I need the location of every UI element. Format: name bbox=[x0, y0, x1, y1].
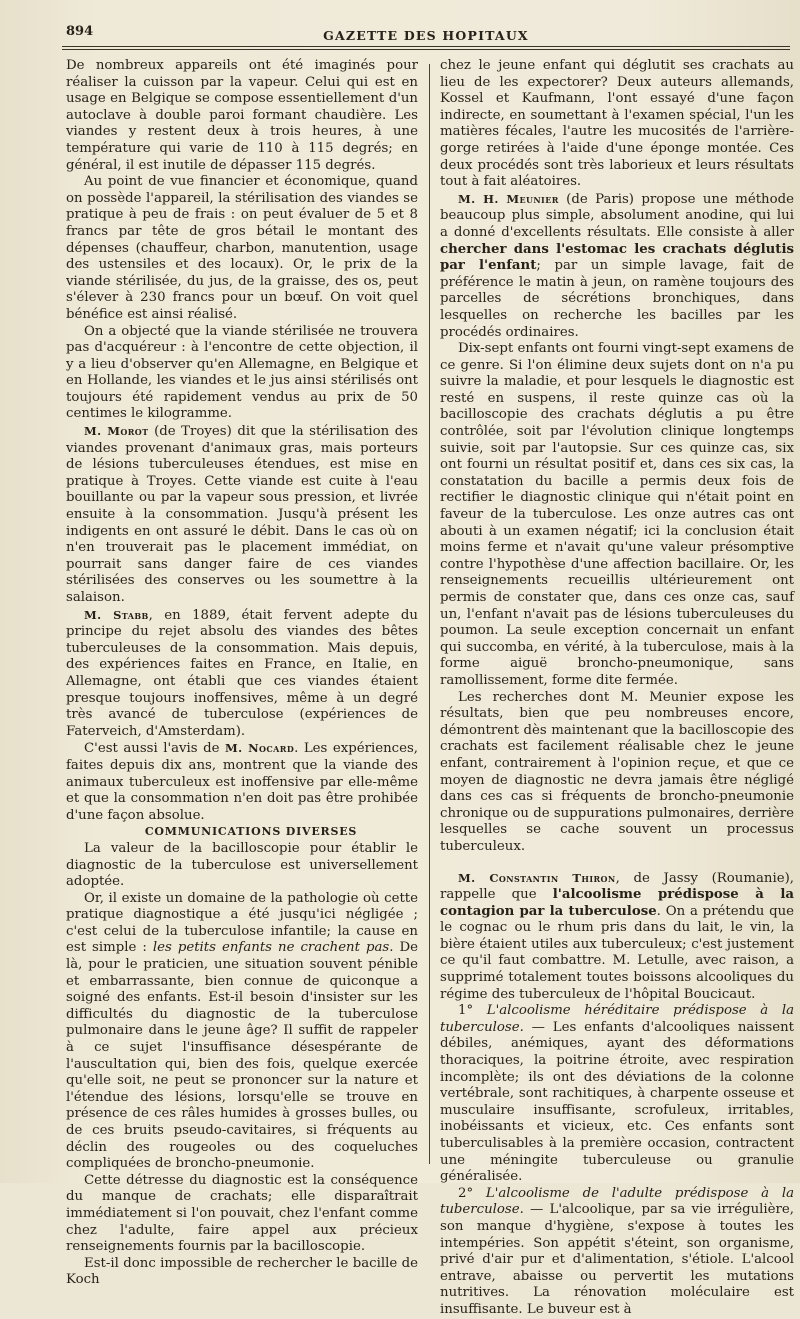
paragraph: Les recherches dont M. Meunier expose les résultats, bien que peu nombreuses encore, démontrent dès maintenant que la bacilloscopie des crachats est facilement réalisable chez le jeune enfant, contrairement à l'opinion reçue, et que ce moyen de diagnostic ne devra jamais être négligé dans ces cas si fréquents de broncho-pneumonie chronique ou de suppurations pulmonaires, derrière lesquelles se cache souvent un processus tuberculeux. bbox=[440, 689, 794, 854]
paragraph bbox=[440, 191, 794, 341]
italic-phrase: L'alcoolisme de l'adulte prédispose à la tuberculose. bbox=[440, 1185, 794, 1218]
paragraph: Dix-sept enfants ont fourni vingt-sept examens de ce genre. Si l'on élimine deux sujets dont on n'a pu suivre la maladie, et pour lesquels le diagnostic est resté en suspens, il reste quinze cas où la bacilloscopie des crachats déglutis a pu être contrôlée, soit par l'évolution clinique longtemps suivie, soit par l'autopsie. Sur ces quinze cas, six ont fourni un résultat positif et, dans ces six cas, la constatation du bacille a permis deux fois de rectifier le diagnostic clinique qui n'était point en faveur de la tuberculose. Les onze autres cas ont abouti à un examen négatif; ici la conclusion était moins ferme et n'avait qu'une valeur présomptive contre l'hypothèse d'une affection bacillaire. Or, les renseignements recueillis ultérieurement ont permis de constater que, dans ces onze cas, sauf un, l'enfant n'avait pas de lésions tuberculeuses du poumon. La seule exception concernait un enfant qui succomba, en vérité, à la tuberculose, mais à la forme aiguë broncho-pneumonique, sans ramollissement, forme dite fermée. bbox=[440, 341, 794, 688]
italic-phrase: les petits enfants ne crachent pas bbox=[152, 940, 390, 956]
speaker-name: M. Stabb bbox=[84, 607, 149, 622]
paragraph: Cette détresse du diagnostic est la conséquence du manque de crachats; elle disparaîtrait immédiatement si l'on pouvait, chez l'enfant comme chez l'adulte, faire appel aux précieux renseignements fournis par la bacilloscopie. bbox=[66, 1172, 418, 1255]
paragraph-text: C'est aussi l'avis de bbox=[84, 741, 225, 757]
paragraph bbox=[66, 423, 418, 607]
speaker-name: M. Morot bbox=[84, 424, 149, 439]
paragraph: De nombreux appareils ont été imaginés pour réaliser la cuisson par la vapeur. Celui qui est en usage en Belgique se compose essentiellement d'un autoclave à double paroi formant chaudière. Les viandes y restent deux à trois heures, à une température qui varie de 110 à 115 degrés; en général, il est inutile de dépasser 115 degrés. bbox=[66, 58, 418, 173]
left-column bbox=[66, 58, 418, 1289]
header-rule-thin bbox=[62, 49, 790, 50]
paragraph: On a objecté que la viande stérilisée ne trouvera pas d'acquéreur : à l'encontre de cette objection, il y a lieu d'observer qu'en Allemagne, en Belgique et en Hollande, les viandes et le jus ainsi stérilisés ont toujours été rapidement vendus au prix de 50 centimes le kilogramme. bbox=[66, 323, 418, 422]
speaker-name: M. Constantin Thiron bbox=[458, 870, 616, 885]
right-column bbox=[440, 58, 794, 1319]
paragraph bbox=[66, 891, 418, 1173]
list-number: 1° bbox=[458, 1003, 487, 1019]
bold-phrase: l'alcoolisme prédispose à la contagion par la tuberculose bbox=[440, 887, 794, 919]
column-divider bbox=[429, 64, 430, 1164]
paragraph-text: , de Jassy (Roumanie), rappelle que bbox=[440, 870, 794, 903]
paragraph-text: Or, il existe un domaine de la pathologie où cette pratique diagnostique a été jusqu'ici négligée ; c'est celui de la tuberculose infantile; la cause en est simple : bbox=[66, 890, 418, 956]
paragraph-text: — L'alcoolique, par sa vie irrégulière, son manque d'hygiène, s'expose à toutes les intempéries. Son appétit s'éteint, son organisme, privé d'air pur et d'alimentation, s'étiole. L'alcool entrave, abaisse ou pervertit les mutations nutritives. La rénovation moléculaire est insuffisante. Le buveur est à bbox=[440, 1202, 794, 1317]
section-heading: COMMUNICATIONS DIVERSES bbox=[144, 825, 358, 839]
header-rule bbox=[62, 46, 790, 47]
italic-phrase: L'alcoolisme héréditaire prédispose à la tuberculose. bbox=[440, 1003, 795, 1035]
paragraph bbox=[66, 740, 418, 824]
paragraph-text: . Les expériences, faites depuis dix ans, montrent que la viande des animaux tuberculeux est inoffensive par elle-même et que la consommation n'en doit pas être prohibée d'une façon absolue. bbox=[66, 741, 418, 823]
speaker-name: M. Nocard bbox=[224, 741, 295, 756]
paragraph: La valeur de la bacilloscopie pour établir le diagnostic de la tuberculose est universellement adoptée. bbox=[66, 840, 418, 890]
paragraph-text: . On a prétendu que le cognac ou le rhum pris dans du lait, le vin, la bière étaient utiles aux tuberculeux; c'est justement ce qu'il faut combattre. M. Letulle, avec raison, a supprimé totalement toutes boissons alcooliques du régime des tuberculeux de l'hôpital Boucicaut. bbox=[440, 903, 795, 1002]
paragraph-text: (de Troyes) dit que la stérilisation des viandes provenant d'animaux gras, mais porteurs de lésions tuberculeuses étendues, est mise en pratique à Troyes. Cette viande est cuite à l'eau bouillante ou par la vapeur sous pression, et livrée ensuite à la consommation. Jusqu'à présent les indigents en ont assuré le débit. Dans le cas où on n'en trouverait pas le placement immédiat, on pourrait sans danger faire de ces viandes stérilisées des conserves ou les soumettre à la salaison. bbox=[66, 424, 418, 605]
paragraph: chez le jeune enfant qui déglutit ses crachats au lieu de les expectorer? Deux auteurs allemands, Kossel et Kaufmann, l'ont essayé d'une façon indirecte, en soumettant à l'examen spécial, l'un les matières fécales, l'autre les mucosités de l'arrière-gorge retirées à l'aide d'une éponge montée. Ces deux procédés sont très laborieux et leurs résultats tout à fait aléatoires. bbox=[440, 58, 794, 190]
bold-phrase: chercher dans l'estomac les crachats déglutis par l'enfant bbox=[440, 241, 794, 274]
journal-title: GAZETTE DES HOPITAUX bbox=[323, 28, 529, 43]
list-number: 2° bbox=[458, 1185, 486, 1201]
paragraph bbox=[440, 1186, 794, 1319]
page-number: 894 bbox=[66, 24, 94, 39]
paragraph-text: — Les enfants d'alcooliques naissent débiles, anémiques, ayant des déformations thoraciques, la poitrine étroite, avec respiration incomplète; ils ont des déviations de la colonne vertébrale, sont rachitiques, à charpente osseuse et musculaire insuffisante, scrofuleux, irritables, inobéissants et vicieux, etc. Ces enfants sont tuberculisables à la première occasion, contractent une méningite tuberculeuse ou granulie généralisée. bbox=[440, 1019, 794, 1185]
speaker-name: M. H. Meunier bbox=[458, 191, 559, 206]
paragraph bbox=[440, 870, 794, 1004]
paragraph: Est-il donc impossible de rechercher le bacille de Koch bbox=[66, 1255, 418, 1288]
paragraph-text: (de Paris) propose une méthode beaucoup plus simple, absolument anodine, qui lui a donné d'excellents résultats. Elle consiste à aller bbox=[440, 191, 795, 240]
paragraph-text: , en 1889, était fervent adepte du principe du rejet absolu des viandes des bêtes tuberculeuses de la consommation. Mais depuis, des expériences faites en France, en Italie, en Allemagne, ont établi que ces viandes étaient presque toujours inoffensives, même à un degré très avancé de tuberculose (expériences de Faterveich, d'Amsterdam). bbox=[66, 607, 418, 739]
paragraph bbox=[66, 607, 418, 741]
paragraph: Au point de vue financier et économique, quand on possède l'appareil, la stérilisation des viandes se pratique à peu de frais : on peut évaluer de 5 et 8 francs par tête de gros bétail le montant des dépenses (chauffeur, charbon, manutention, usage des ustensiles et des locaux). Or, le prix de la viande stérilisée, du jus, de la graisse, des os, peut s'élever à 230 francs pour un bœuf. On voit quel bénéfice est ainsi réalisé. bbox=[66, 174, 418, 322]
paragraph bbox=[440, 1003, 794, 1186]
paragraph-text: . De là, pour le praticien, une situation souvent pénible et embarrassante, bien connue de quiconque a soigné des enfants. Est-il besoin d'insister sur les difficultés du diagnostic de la tuberculose pulmonaire dans le jeune âge? Il suffit de rappeler à ce sujet l'insuffisance désespérante de l'auscultation qui, bien des fois, quelque exercée qu'elle soit, ne peut se prononcer sur la nature et l'étendue des lésions, lorsqu'elle se trouve en présence de ces râles humides à grosses bulles, ou de ces bruits pseudo-cavitaires, si fréquents au déclin des rougeoles ou des coqueluches compliquées de broncho-pneumonie. bbox=[66, 940, 419, 1172]
paragraph-text: ; par un simple lavage, fait de préférence le matin à jeun, on ramène toujours des parcelles de sécrétions bronchiques, dans lesquelles on recherche les bacilles par les procédés ordinaires. bbox=[440, 258, 794, 340]
